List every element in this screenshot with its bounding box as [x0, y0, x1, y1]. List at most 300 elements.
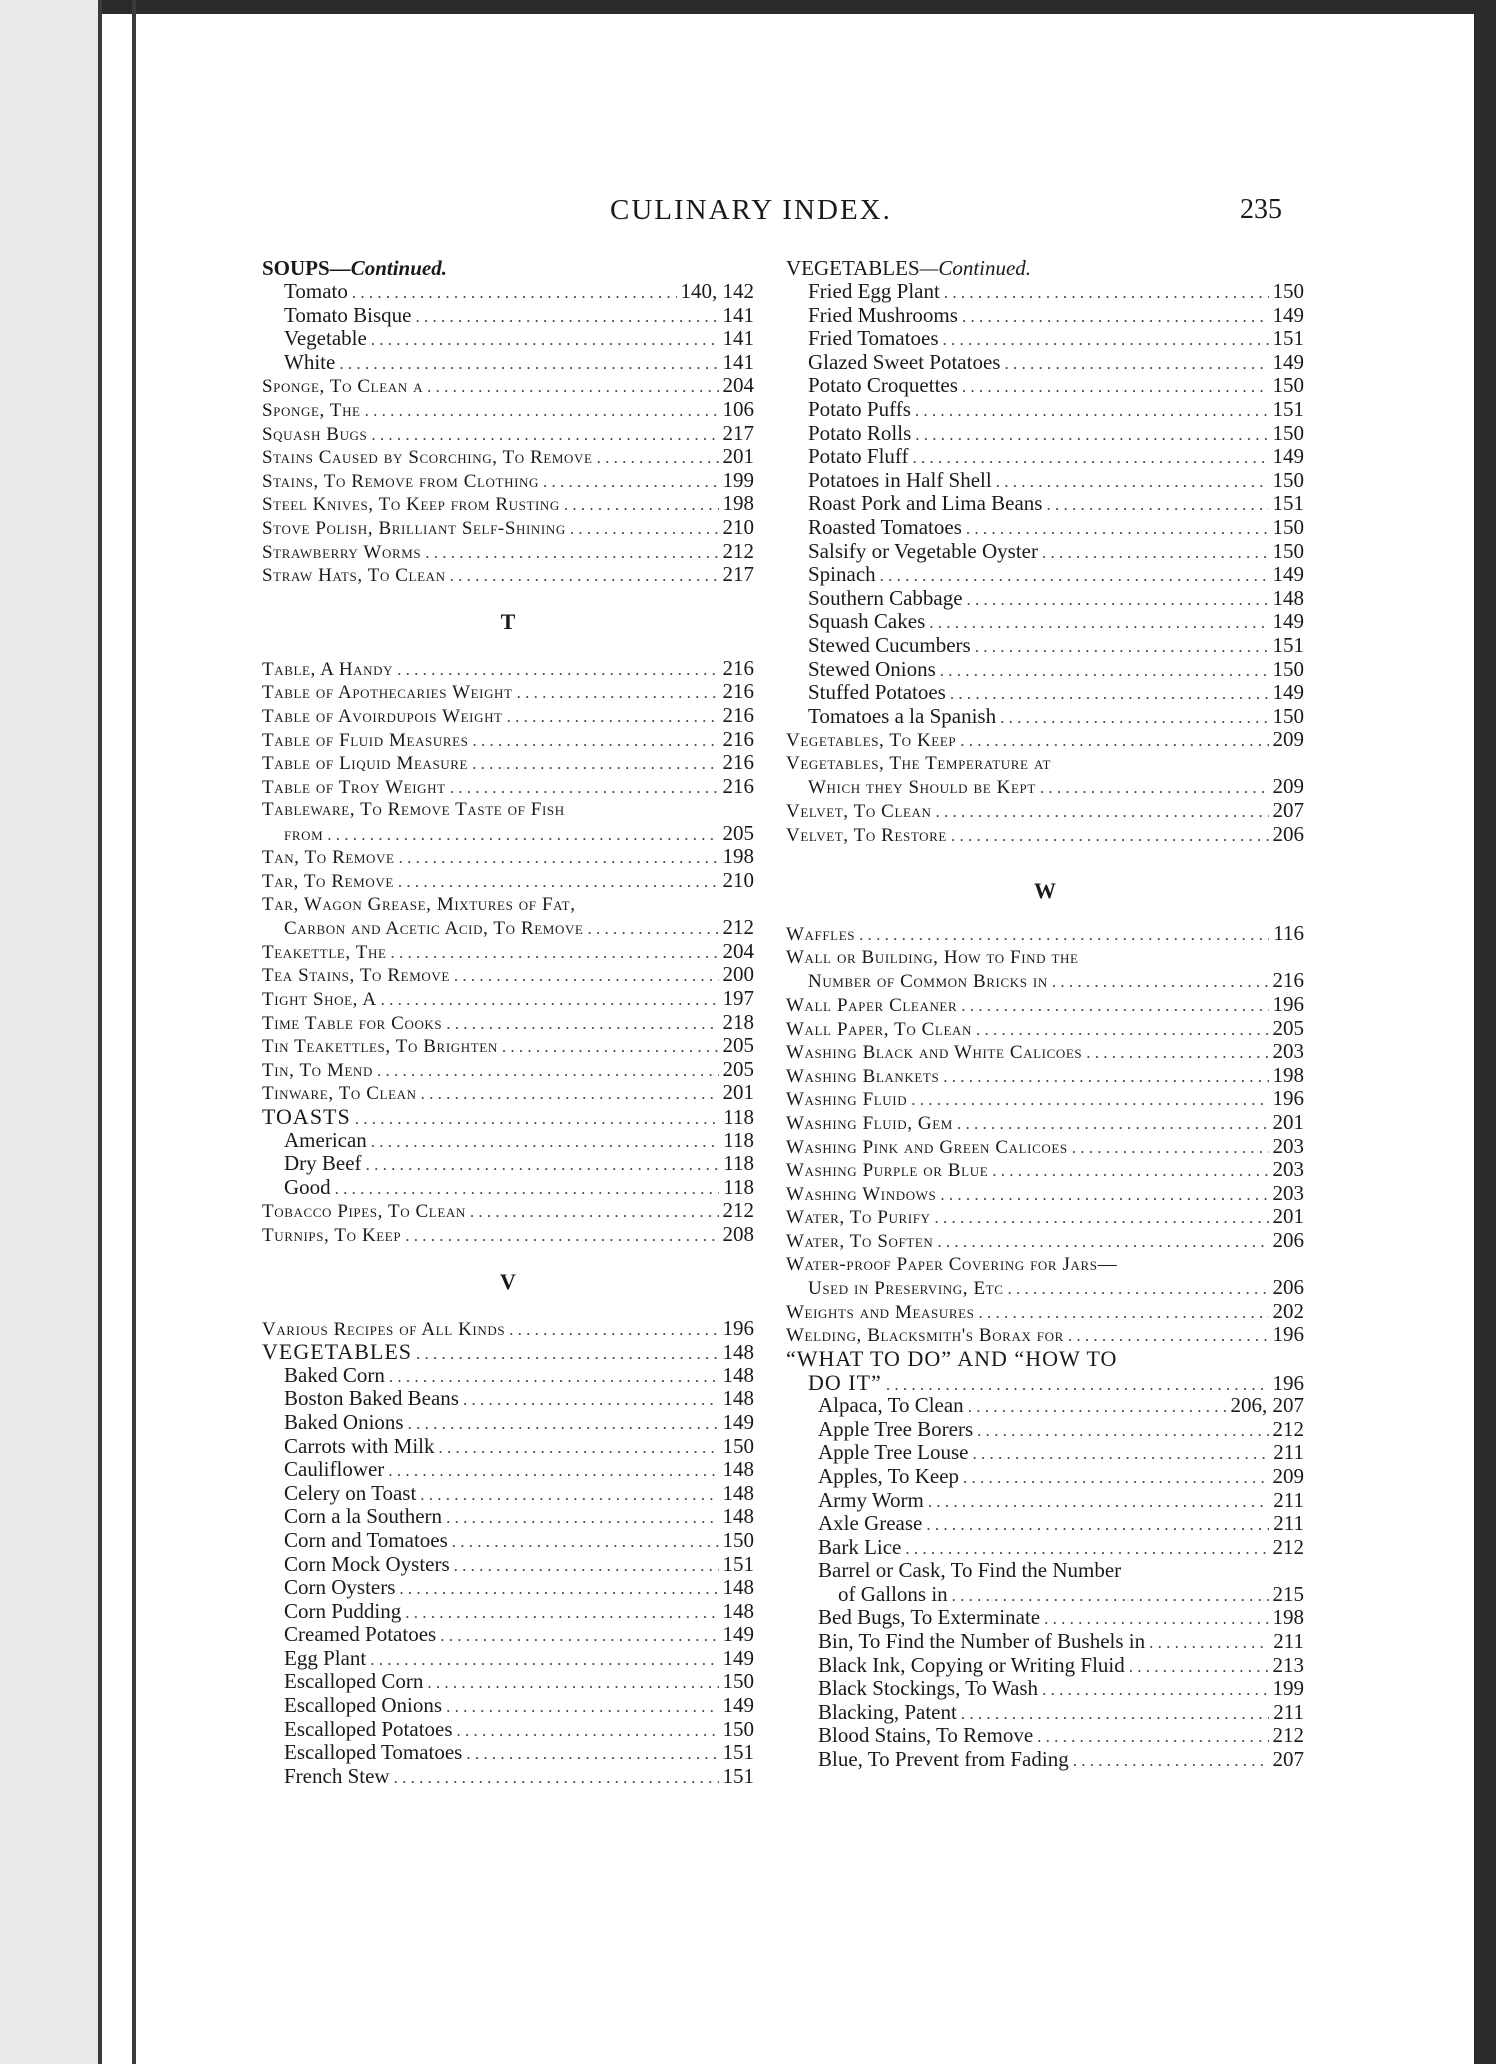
entry-page-number: 216	[722, 726, 754, 751]
entry-page-number: 148	[722, 1480, 754, 1505]
leader-dots	[352, 281, 677, 305]
entry-page-number: 149	[1272, 302, 1304, 327]
index-entry	[262, 1411, 754, 1435]
entry-page-number: 216	[722, 655, 754, 680]
entry-page-number: 216	[722, 702, 754, 727]
index-entry	[262, 1435, 754, 1459]
index-column-right	[786, 256, 1304, 1772]
entry-line: Tableware, To Remove Taste of Fish	[262, 799, 565, 821]
entry-label: Washing Blankets	[786, 1065, 940, 1087]
entry-label: White	[284, 349, 336, 374]
entry-label: Table of Troy Weight	[262, 776, 446, 798]
entry-line: “WHAT TO DO” AND “HOW TO	[786, 1345, 1118, 1371]
entry-page-number: 151	[1272, 491, 1304, 516]
entry-group	[786, 280, 1304, 752]
index-entry	[262, 1529, 754, 1553]
leader-dots	[926, 1513, 1269, 1537]
index-entry	[262, 1199, 754, 1223]
leader-dots	[1073, 1749, 1269, 1773]
scan-page-edge	[132, 0, 136, 2064]
index-entry	[262, 1600, 754, 1624]
entry-page-number: 116	[1273, 921, 1304, 946]
entry-page-number: 217	[722, 562, 754, 587]
entry-page-number: 196	[1272, 1086, 1304, 1111]
entry-line: Barrel or Cask, To Find the Number	[818, 1558, 1122, 1583]
entry-label: Which they Should be Kept	[808, 777, 1036, 799]
letter-heading-t: T	[500, 608, 516, 634]
entry-page-number: 151	[1272, 632, 1304, 657]
leader-dots	[940, 659, 1269, 683]
entry-label: Roasted Tomatoes	[808, 514, 962, 539]
index-entry	[786, 922, 1304, 946]
entry-page-number: 204	[722, 938, 754, 963]
leader-dots	[961, 1702, 1269, 1726]
entry-page-number: 149	[722, 1693, 754, 1718]
entry-page-number: 141	[722, 326, 754, 351]
leader-dots	[502, 1035, 719, 1059]
entry-line: Tar, Wagon Grease, Mixtures of Fat,	[262, 893, 576, 915]
page-number: 235	[1240, 194, 1282, 225]
entry-label: Cauliflower	[284, 1457, 385, 1482]
entry-page-number: 207	[1272, 798, 1304, 823]
index-entry	[786, 1536, 1304, 1560]
entry-label: Straw Hats, To Clean	[262, 565, 446, 587]
entry-label: Corn Oysters	[284, 1575, 396, 1600]
entry-label: Water, To Soften	[786, 1230, 934, 1252]
leader-dots	[1004, 352, 1268, 376]
leader-dots	[564, 493, 719, 517]
leader-dots	[405, 1224, 718, 1248]
entry-page-number: 149	[722, 1409, 754, 1434]
index-entry	[786, 705, 1304, 729]
entry-label: Blood Stains, To Remove	[818, 1723, 1034, 1748]
leader-dots	[950, 682, 1269, 706]
leader-dots	[415, 305, 718, 329]
entry-page-number: 196	[1272, 1322, 1304, 1347]
leader-dots	[425, 541, 718, 565]
entry-page-number: 198	[1272, 1605, 1304, 1630]
entry-page-number: 217	[722, 420, 754, 445]
entry-label: Tobacco Pipes, To Clean	[262, 1201, 466, 1223]
entry-page-number: 140, 142	[680, 279, 754, 303]
entry-label: Corn Mock Oysters	[284, 1551, 450, 1576]
entry-page-number: 211	[1273, 1511, 1304, 1536]
index-entry	[786, 1064, 1304, 1088]
index-entry	[262, 492, 754, 516]
entry-label: Escalloped Tomatoes	[284, 1740, 463, 1765]
leader-dots	[597, 446, 719, 470]
entry-label: from	[284, 823, 324, 845]
entry-label: Axle Grease	[818, 1511, 923, 1536]
leader-dots	[398, 870, 719, 894]
leader-dots	[454, 964, 719, 988]
entry-label: American	[284, 1127, 367, 1152]
leader-dots	[937, 1230, 1268, 1254]
entry-label: Apple Tree Louse	[818, 1440, 969, 1465]
leader-dots	[996, 470, 1269, 494]
entry-label: Velvet, To Restore	[786, 824, 947, 846]
index-column-left	[262, 256, 754, 1788]
leader-dots	[1129, 1655, 1269, 1679]
entry-label: VEGETABLES	[262, 1339, 413, 1365]
entry-label: Squash Bugs	[262, 423, 368, 445]
entry-label: Washing Windows	[786, 1183, 937, 1205]
entry-group	[262, 845, 754, 892]
entry-page-number: 196	[1272, 1370, 1304, 1395]
leader-dots	[587, 917, 718, 941]
index-entry	[262, 1765, 754, 1789]
leader-dots	[421, 1082, 719, 1106]
leader-dots	[1052, 970, 1269, 994]
entry-group	[262, 916, 754, 940]
leader-dots	[446, 1012, 718, 1036]
entry-label: Good	[284, 1174, 331, 1199]
entry-group	[262, 940, 754, 1247]
leader-dots	[1000, 706, 1268, 730]
index-entry	[262, 1340, 754, 1364]
leader-dots	[371, 328, 719, 352]
entry-group	[786, 1371, 1304, 1395]
leader-dots	[1086, 1041, 1268, 1065]
leader-dots	[977, 1419, 1268, 1443]
leader-dots	[1072, 1136, 1269, 1160]
entry-label: Teakettle, The	[262, 941, 387, 963]
leader-dots	[1068, 1324, 1269, 1348]
leader-dots	[457, 1719, 719, 1743]
index-entry	[786, 1418, 1304, 1442]
entry-label: Potatoes in Half Shell	[808, 467, 992, 492]
entry-page-number: 149	[1272, 349, 1304, 374]
index-entry	[786, 1394, 1304, 1418]
entry-page-number: 148	[722, 1386, 754, 1411]
entry-label: Potato Croquettes	[808, 373, 958, 398]
entry-page-number: 209	[1272, 1463, 1304, 1488]
entry-page-number: 151	[722, 1763, 754, 1788]
index-entry	[786, 1087, 1304, 1111]
entry-page-number: 201	[1272, 1110, 1304, 1134]
index-entry	[786, 398, 1304, 422]
entry-page-number: 210	[722, 868, 754, 893]
entry-page-number: 211	[1273, 1440, 1304, 1465]
entry-label: Corn and Tomatoes	[284, 1527, 448, 1552]
entry-label: Fried Egg Plant	[808, 279, 940, 303]
entry-label: Tomato Bisque	[284, 302, 412, 327]
leader-dots	[992, 1159, 1268, 1183]
entry-page-number: 212	[1272, 1723, 1304, 1748]
leader-dots	[339, 352, 718, 376]
leader-dots	[394, 1766, 719, 1790]
entry-label: Table of Liquid Measure	[262, 753, 469, 775]
index-entry	[262, 1458, 754, 1482]
leader-dots	[405, 1601, 718, 1625]
leader-dots	[929, 611, 1268, 635]
index-entry	[262, 1694, 754, 1718]
entry-label: Fried Tomatoes	[808, 326, 939, 351]
entry-group	[786, 969, 1304, 993]
index-entry	[786, 540, 1304, 564]
entry-label: Tea Stains, To Remove	[262, 965, 450, 987]
scan-border-top	[0, 0, 1496, 14]
entry-page-number: 206	[1272, 821, 1304, 846]
index-entry	[262, 916, 754, 940]
index-entry	[786, 1229, 1304, 1253]
index-entry	[262, 1505, 754, 1529]
index-entry	[786, 445, 1304, 469]
leader-dots	[962, 375, 1269, 399]
leader-dots	[859, 923, 1269, 947]
entry-label: TOASTS	[262, 1104, 351, 1129]
leader-dots	[928, 1490, 1269, 1514]
entry-label: Stains Caused by Scorching, To Remove	[262, 447, 593, 469]
entry-label: Washing Fluid, Gem	[786, 1113, 953, 1134]
leader-dots	[470, 1200, 719, 1224]
index-entry	[786, 1300, 1304, 1324]
entry-page-number: 203	[1272, 1039, 1304, 1064]
leader-dots	[507, 705, 719, 729]
index-entry	[262, 327, 754, 351]
entry-label: Baked Corn	[284, 1362, 385, 1387]
entry-label: Bed Bugs, To Exterminate	[818, 1605, 1041, 1630]
entry-page-number: 203	[1272, 1157, 1304, 1182]
leader-dots	[973, 1442, 1270, 1466]
index-entry	[786, 728, 1304, 752]
entry-page-number: 216	[722, 679, 754, 704]
entry-group	[262, 822, 754, 846]
entry-page-number: 148	[722, 1340, 754, 1365]
leader-dots	[440, 1624, 718, 1648]
leader-dots	[570, 517, 719, 541]
leader-dots	[371, 423, 718, 447]
entry-page-number: 207	[1272, 1747, 1304, 1772]
index-entry	[786, 1701, 1304, 1725]
index-entry	[262, 469, 754, 493]
entry-page-number: 148	[722, 1575, 754, 1600]
entry-label: Tomatoes a la Spanish	[808, 703, 997, 728]
leader-dots	[473, 729, 719, 753]
entry-page-number: 212	[1272, 1416, 1304, 1441]
entry-page-number: 151	[722, 1551, 754, 1576]
index-entry	[786, 1205, 1304, 1229]
entry-page-number: 151	[1272, 396, 1304, 421]
entry-label: Tinware, To Clean	[262, 1083, 417, 1105]
leader-dots	[450, 776, 719, 800]
leader-dots	[472, 752, 718, 776]
leader-dots	[979, 1301, 1269, 1325]
entry-line: Vegetables, The Temperature at	[786, 752, 1052, 774]
index-entry	[262, 963, 754, 987]
leader-dots	[1042, 541, 1269, 565]
entry-label: Waffles	[786, 924, 856, 946]
entry-page-number: 200	[722, 962, 754, 987]
leader-dots	[1046, 493, 1268, 517]
entry-label: Time Table for Cooks	[262, 1012, 443, 1034]
leader-dots	[366, 1153, 720, 1177]
leader-dots	[967, 588, 1269, 612]
entry-label: Sponge, To Clean a	[262, 376, 424, 398]
index-entry	[786, 327, 1304, 351]
entry-label: Stewed Cucumbers	[808, 632, 971, 657]
entry-label: Tin Teakettles, To Brighten	[262, 1036, 498, 1058]
entry-label: Corn Pudding	[284, 1598, 402, 1623]
entry-page-number: 201	[1272, 1204, 1304, 1229]
index-entry	[262, 1317, 754, 1341]
entry-label: Blacking, Patent	[818, 1699, 957, 1724]
index-entry	[786, 658, 1304, 682]
entry-group	[786, 775, 1304, 799]
index-entry	[262, 1364, 754, 1388]
index-entry	[786, 1583, 1304, 1607]
entry-label: Number of Common Bricks in	[808, 971, 1048, 993]
entry-page-number: 199	[1272, 1676, 1304, 1701]
entry-label: Roast Pork and Lima Beans	[808, 491, 1043, 516]
entry-page-number: 150	[1272, 656, 1304, 681]
section-heading-vegetables: VEGETABLES—Continued.	[786, 256, 1032, 280]
leader-dots	[915, 399, 1269, 423]
leader-dots	[370, 1648, 718, 1672]
entry-group	[786, 1606, 1304, 1771]
entry-label: Salsify or Vegetable Oyster	[808, 538, 1038, 563]
entry-page-number: 198	[722, 491, 754, 516]
index-entry	[262, 445, 754, 469]
entry-page-number: 203	[1272, 1133, 1304, 1158]
entry-page-number: 211	[1273, 1487, 1304, 1512]
entry-page-number: 149	[722, 1645, 754, 1670]
index-entry	[262, 374, 754, 398]
entry-group	[786, 799, 1304, 846]
entry-label: Velvet, To Clean	[786, 801, 932, 823]
index-entry	[262, 516, 754, 540]
index-entry	[262, 1741, 754, 1765]
leader-dots	[389, 1365, 719, 1389]
index-entry	[262, 845, 754, 869]
running-header	[260, 194, 1290, 234]
index-entry	[262, 422, 754, 446]
entry-label: Weights and Measures	[786, 1301, 975, 1323]
leader-dots	[913, 446, 1269, 470]
index-entry	[786, 1654, 1304, 1678]
entry-group	[786, 1300, 1304, 1347]
entry-label: Vegetables, To Keep	[786, 730, 957, 752]
entry-page-number: 202	[1272, 1298, 1304, 1323]
entry-label: Boston Baked Beans	[284, 1386, 459, 1411]
index-entry	[786, 799, 1304, 823]
entry-label: Table of Apothecaries Weight	[262, 682, 513, 704]
index-entry	[786, 587, 1304, 611]
leader-dots	[371, 1130, 719, 1154]
entry-page-number: 206	[1272, 1227, 1304, 1252]
index-entry	[786, 610, 1304, 634]
index-entry	[786, 1677, 1304, 1701]
index-entry	[786, 681, 1304, 705]
index-entry	[786, 422, 1304, 446]
entry-page-number: 211	[1273, 1699, 1304, 1724]
leader-dots	[1008, 1277, 1269, 1301]
entry-label: Tar, To Remove	[262, 871, 394, 893]
entry-page-number: 197	[722, 986, 754, 1011]
section-heading-soups: SOUPS—Continued.	[262, 256, 447, 280]
index-entry	[786, 993, 1304, 1017]
entry-label: Washing Fluid	[786, 1089, 908, 1111]
leader-dots	[463, 1388, 719, 1412]
entry-page-number: 150	[1272, 420, 1304, 445]
leader-dots	[446, 1695, 718, 1719]
leader-dots	[1149, 1631, 1269, 1655]
entry-label: Potato Rolls	[808, 420, 912, 445]
entry-page-number: 209	[1272, 774, 1304, 799]
entry-page-number: 212	[1272, 1534, 1304, 1559]
entry-page-number: 198	[1272, 1062, 1304, 1087]
entry-label: Washing Black and White Calicoes	[786, 1042, 1083, 1064]
entry-label: Bin, To Find the Number of Bushels in	[818, 1629, 1146, 1654]
entry-label: Potato Puffs	[808, 396, 911, 421]
entry-group	[786, 922, 1304, 946]
entry-page-number: 151	[1272, 326, 1304, 351]
leader-dots	[466, 1742, 718, 1766]
index-entry	[786, 1040, 1304, 1064]
entry-page-number: 149	[1272, 562, 1304, 587]
letter-heading-v: V	[500, 1268, 516, 1294]
entry-page-number: 148	[722, 1457, 754, 1482]
leader-dots	[952, 1584, 1269, 1608]
entry-group	[786, 993, 1304, 1253]
leader-dots	[450, 564, 719, 588]
entry-page-number: 148	[1272, 585, 1304, 610]
index-entry	[262, 1482, 754, 1506]
leader-dots	[911, 1088, 1268, 1112]
entry-page-number: 118	[723, 1105, 754, 1129]
index-entry	[262, 1387, 754, 1411]
index-entry	[262, 1011, 754, 1035]
entry-label: Baked Onions	[284, 1409, 404, 1434]
entry-label: Wall Paper, To Clean	[786, 1018, 972, 1040]
entry-label: Bark Lice	[818, 1534, 902, 1559]
index-entry	[262, 398, 754, 422]
entry-page-number: 216	[722, 750, 754, 775]
entry-label: Egg Plant	[284, 1645, 367, 1670]
index-entry	[786, 823, 1304, 847]
index-entry	[786, 1323, 1304, 1347]
entry-label: of Gallons in	[838, 1581, 948, 1606]
entry-page-number: 150	[1272, 467, 1304, 492]
entry-page-number: 150	[1272, 703, 1304, 728]
index-entry	[786, 469, 1304, 493]
entry-page-number: 205	[722, 820, 754, 845]
leader-dots	[966, 517, 1269, 541]
entry-page-number: 150	[1272, 514, 1304, 539]
index-entry	[786, 1512, 1304, 1536]
entry-label: Welding, Blacksmith's Borax for	[786, 1325, 1064, 1347]
entry-page-number: 205	[722, 1033, 754, 1058]
index-entry	[262, 1223, 754, 1247]
index-entry	[786, 1158, 1304, 1182]
entry-page-number: 209	[1272, 727, 1304, 752]
index-entry	[262, 563, 754, 587]
leader-dots	[397, 658, 718, 682]
index-entry	[786, 374, 1304, 398]
entry-page-number: 216	[722, 773, 754, 798]
entry-label: Wall Paper Cleaner	[786, 995, 958, 1017]
entry-label: Tomato	[284, 279, 348, 303]
entry-page-number: 148	[722, 1598, 754, 1623]
index-entry	[786, 1606, 1304, 1630]
entry-label: Dry Beef	[284, 1151, 362, 1176]
leader-dots	[439, 1436, 719, 1460]
entry-label: Blue, To Prevent from Fading	[818, 1747, 1069, 1772]
entry-label: Creamed Potatoes	[284, 1622, 437, 1647]
index-entry	[262, 657, 754, 681]
entry-label: Escalloped Corn	[284, 1669, 424, 1694]
entry-page-number: 106	[722, 396, 754, 421]
